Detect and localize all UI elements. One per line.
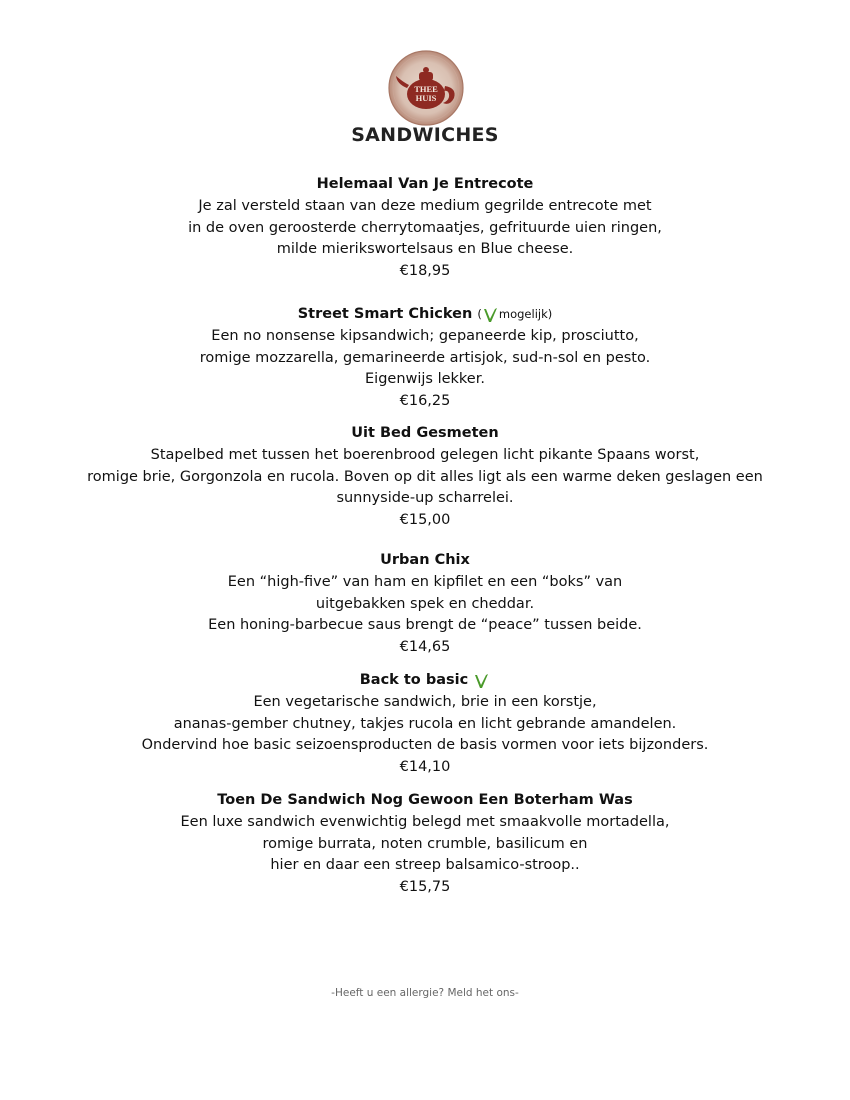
item-description-line: Ondervind hoe basic seizoensproducten de basis vormen voor iets bijzonders. [141, 737, 709, 754]
item-name: Urban Chix [380, 552, 470, 568]
item-description-line: Stapelbed met tussen het boerenbrood gelegen licht pikante Spaans worst, [150, 447, 700, 463]
item-description-line: Eigenwijs lekker. [365, 371, 485, 388]
note-paren: ( [477, 307, 482, 321]
item-description-line: Een luxe sandwich evenwichtig belegd met smaakvolle mortadella, [180, 814, 670, 830]
note-text: mogelijk) [498, 307, 553, 321]
item-description-line: romige burrata, noten crumble, basilicum en [262, 835, 588, 852]
menu-item-toen-de-sandwich [0, 790, 850, 898]
logo-text-bottom: HUIS [415, 93, 437, 103]
menu-item-uit-bed-gesmeten [0, 423, 850, 531]
item-description-line: romige brie, Gorgonzola en rucola. Boven op dit alles ligt als een warme deken geslagen een [87, 468, 763, 485]
logo-text-top: THEE [414, 84, 438, 94]
item-description-line: hier en daar een streep balsamico-stroop.. [270, 857, 580, 874]
theehuis-logo [388, 50, 464, 126]
menu-item-entrecote [0, 174, 850, 282]
item-price: €14,10 [399, 758, 451, 775]
item-description-line: Je zal versteld staan van deze medium gegrilde entrecote met [198, 198, 652, 214]
item-description-line: Een vegetarische sandwich, brie in een korstje, [253, 694, 597, 710]
item-name: Helemaal Van Je Entrecote [316, 176, 534, 192]
menu-item-street-smart-chicken [0, 304, 850, 412]
item-name-row [0, 304, 850, 326]
menu-item-back-to-basic [0, 670, 850, 778]
item-price: €18,95 [399, 262, 451, 279]
menu-item-urban-chix [0, 550, 850, 658]
item-description-line: milde mierikswortelsaus en Blue cheese. [276, 241, 574, 258]
item-description-line: uitgebakken spek en cheddar. [315, 595, 535, 612]
item-name: Uit Bed Gesmeten [351, 425, 499, 441]
item-name: Back to basic [359, 672, 469, 688]
item-price: €14,65 [399, 638, 451, 655]
item-price: €16,25 [399, 392, 451, 409]
item-name: Street Smart Chicken [297, 306, 473, 322]
item-name-row [0, 670, 850, 692]
leaf-v-icon [482, 306, 499, 324]
item-description-line: Een no nonsense kipsandwich; gepaneerde kip, prosciutto, [211, 328, 639, 344]
item-description-line: Een “high-five” van ham en kipfilet en een “boks” van [227, 574, 623, 590]
item-description-line: Een honing-barbecue saus brengt de “peace” tussen beide. [208, 617, 642, 634]
allergy-footer-note: -Heeft u een allergie? Meld het ons- [331, 987, 519, 999]
item-description-line: ananas-gember chutney, takjes rucola en licht gebrande amandelen. [173, 715, 677, 732]
item-price: €15,75 [399, 878, 451, 895]
item-description-line: sunnyside-up scharrelei. [336, 490, 514, 507]
page-title: SANDWICHES [351, 124, 499, 146]
item-description-line: in de oven geroosterde cherrytomaatjes, gefrituurde uien ringen, [188, 219, 662, 236]
item-name: Toen De Sandwich Nog Gewoon Een Boterham Was [217, 792, 633, 808]
item-price: €15,00 [399, 511, 451, 528]
leaf-v-icon [473, 672, 490, 690]
item-description-line: romige mozzarella, gemarineerde artisjok, sud-n-sol en pesto. [199, 349, 651, 366]
